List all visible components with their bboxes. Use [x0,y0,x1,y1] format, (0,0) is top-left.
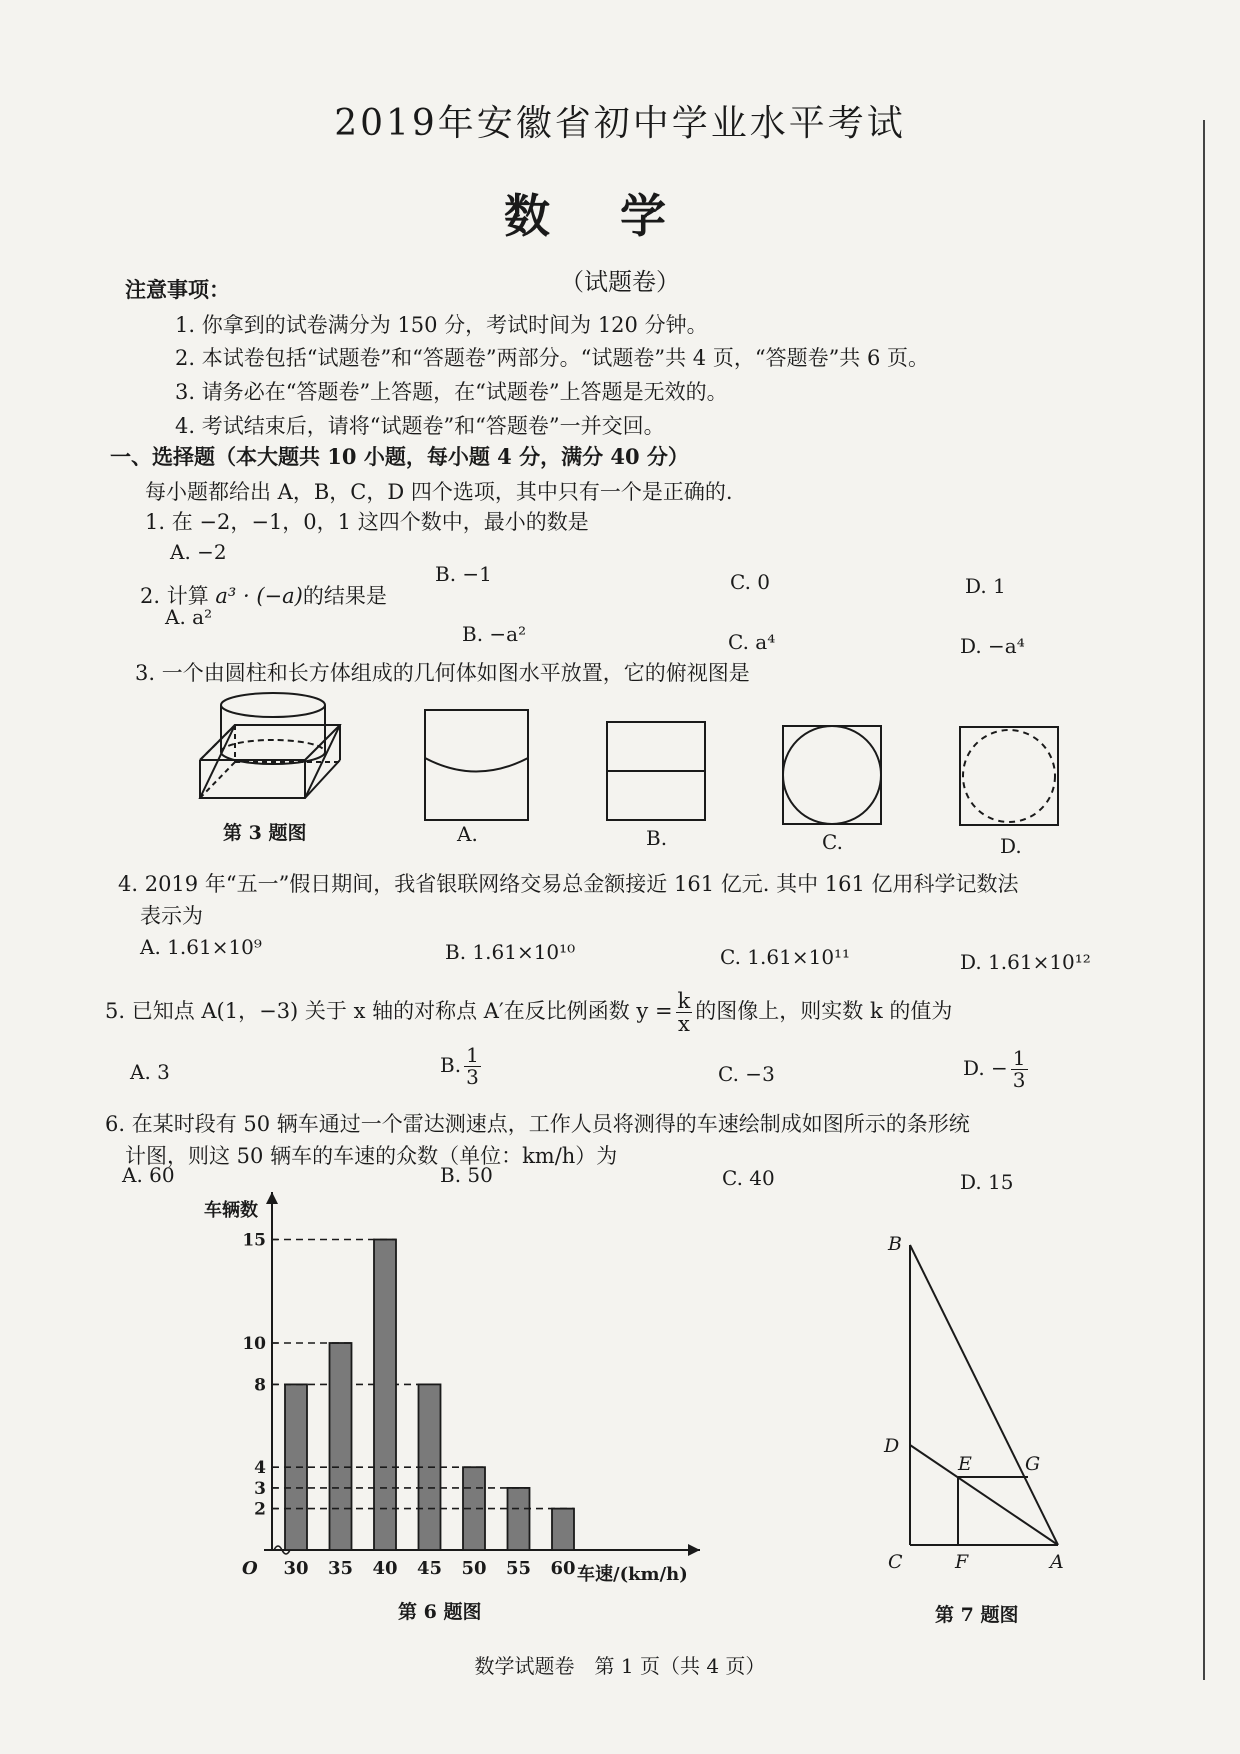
question-4-stem-line-2: 表示为 [140,904,203,928]
question-4-option-d: D. 1.61×10¹² [960,950,1091,974]
paper-subtitle: （试题卷） [560,268,680,296]
question-3-option-a: A. [457,822,478,846]
notice-item-1: 1. 你拿到的试卷满分为 150 分，考试时间为 120 分钟。 [175,313,708,337]
point-label-c: C [888,1551,903,1573]
fraction-k-over-x: $\frac{k}{x}$ [677,989,691,1037]
question-1-option-d: D. 1 [965,574,1006,598]
x-tick-label: 40 [372,1558,398,1579]
notice-heading: 注意事项： [125,277,230,302]
point-label-g: G [1025,1453,1041,1475]
x-tick-label: 50 [461,1558,487,1579]
question-2-option-a: A. a² [165,605,213,629]
y-tick-label: 15 [242,1230,266,1251]
origin-label: O [242,1558,258,1579]
question-6-option-b: B. 50 [440,1163,493,1187]
question-5-option-a: A. 3 [130,1060,170,1084]
exam-title: 2019年安徽省初中学业水平考试 [334,103,906,144]
y-tick-label: 4 [254,1458,266,1479]
question-3-option-c: C. [822,830,843,854]
x-tick-label: 30 [283,1558,309,1579]
point-label-b: B [888,1233,902,1255]
question-6-option-a: A. 60 [122,1163,175,1187]
x-tick-label: 55 [505,1558,532,1579]
question-5-option-b: B. $\frac{1}{3}$ [440,1043,479,1089]
point-label-d: D [884,1435,900,1457]
question-2-option-c: C. a⁴ [728,630,776,654]
page-footer: 数学试题卷 第 1 页（共 4 页） [474,1654,766,1678]
y-tick-label: 8 [254,1375,266,1396]
question-3-figure-caption: 第 3 题图 [223,822,307,844]
question-6-option-d: D. 15 [960,1170,1014,1194]
point-label-f: F [955,1551,969,1573]
question-5-stem: 5. 已知点 A(1，−3) 关于 x 轴的对称点 A′在反比例函数 y = $\frac{k}{x}$ 的图像上，则实数 k 的值为 [105,989,953,1037]
question-6-stem-line-2: 计图，则这 50 辆车的车速的众数（单位：km/h）为 [125,1144,618,1168]
section-instruction: 每小题都给出 A，B，C，D 四个选项，其中只有一个是正确的. [145,480,733,504]
point-label-a: A [1050,1551,1064,1573]
question-1-option-b: B. −1 [435,562,492,586]
notice-item-2: 2. 本试卷包括“试题卷”和“答题卷”两部分。“试题卷”共 4 页，“答题卷”共 6 页。 [175,346,930,370]
question-3-option-d: D. [1000,834,1022,858]
y-axis-label: 车辆数 [204,1200,258,1221]
question-4-option-b: B. 1.61×10¹⁰ [445,940,576,964]
question-2-option-b: B. −a² [462,622,527,646]
question-7-figure-caption: 第 7 题图 [935,1604,1019,1626]
x-axis-label: 车速/(km/h) [577,1564,688,1585]
question-6-option-c: C. 40 [722,1166,775,1190]
y-tick-label: 3 [254,1478,266,1499]
notice-item-4: 4. 考试结束后，请将“试题卷”和“答题卷”一并交回。 [175,414,665,438]
question-4-stem-line-1: 4. 2019 年“五一”假日期间，我省银联网络交易总金额接近 161 亿元. 其中 161 亿用科学记数法 [118,872,1019,896]
x-tick-label: 45 [416,1558,443,1579]
subject-title: 数学 [504,189,736,243]
y-tick-label: 10 [242,1334,266,1354]
question-6-stem-line-1: 6. 在某时段有 50 辆车通过一个雷达测速点，工作人员将测得的车速绘制成如图所示的条形统 [105,1112,970,1136]
x-tick-label: 60 [550,1558,576,1579]
question-4-option-c: C. 1.61×10¹¹ [720,945,851,969]
question-6-figure-caption: 第 6 题图 [398,1601,482,1623]
point-label-e: E [958,1453,972,1475]
question-3-option-b: B. [646,826,668,850]
question-1-option-c: C. 0 [730,570,771,594]
section-heading: 一、选择题（本大题共 10 小题，每小题 4 分，满分 40 分） [110,444,689,469]
question-5-option-c: C. −3 [718,1062,775,1086]
question-1-stem: 1. 在 −2，−1，0，1 这四个数中，最小的数是 [145,510,589,534]
segment-ba [910,1245,1058,1545]
question-3-stem: 3. 一个由圆柱和长方体组成的几何体如图水平放置，它的俯视图是 [135,661,750,685]
notice-item-3: 3. 请务必在“答题卷”上答题，在“试题卷”上答题是无效的。 [175,380,728,404]
question-4-option-a: A. 1.61×10⁹ [140,935,262,959]
question-1-option-a: A. −2 [170,540,227,564]
x-tick-label: 35 [327,1558,354,1579]
question-2-stem: 2. 计算 a³ · (−a)的结果是 [140,584,387,608]
y-tick-label: 2 [254,1499,266,1520]
question-5-option-d: D. − $\frac{1}{3}$ [963,1046,1026,1092]
question-2-option-d: D. −a⁴ [960,634,1025,658]
